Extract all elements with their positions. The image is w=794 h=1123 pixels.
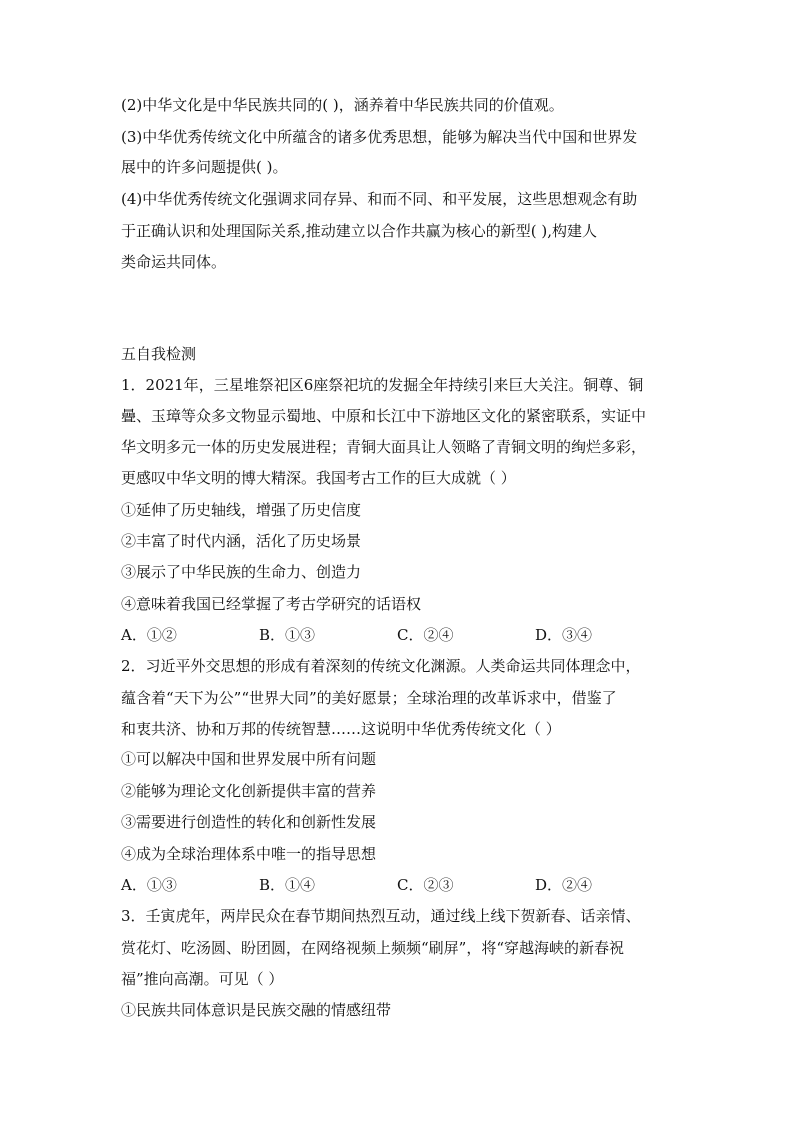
question-3-stem-line-2: 赏花灯、吃汤圆、盼团圆，在网络视频上频频“刷屏”，将“穿越海峡的新春祝 bbox=[121, 939, 625, 957]
option-a: A．①② bbox=[121, 626, 177, 644]
question-2-item-1: ①可以解决中国和世界发展中所有问题 bbox=[121, 750, 377, 768]
option-b: B．①③ bbox=[259, 626, 316, 644]
statement-4-line-3: 类命运共同体。 bbox=[121, 253, 227, 271]
question-2-item-4: ④成为全球治理体系中唯一的指导思想 bbox=[121, 845, 377, 863]
option-a: A．①③ bbox=[121, 876, 177, 894]
option-d: D．②④ bbox=[535, 876, 593, 894]
statement-3-line-2: 展中的许多问题提供( )。 bbox=[121, 158, 288, 176]
option-c: C．②③ bbox=[397, 876, 454, 894]
question-1-item-4: ④意味着我国已经掌握了考古学研究的话语权 bbox=[121, 595, 422, 613]
question-3-stem-line-3: 福”推向高潮。可见（ ） bbox=[121, 970, 284, 988]
question-1-stem-line-1: 1．2021年，三星堆祭祀区6座祭祀坑的发掘全年持续引来巨大关注。铜尊、铜 bbox=[121, 376, 644, 394]
question-1-stem-line-3: 华文明多元一体的历史发展进程；青铜大面具让人领略了青铜文明的绚烂多彩， bbox=[121, 438, 647, 456]
question-2-stem-line-2: 蕴含着“天下为公”“世界大同”的美好愿景；全球治理的改革诉求中，借鉴了 bbox=[121, 689, 617, 707]
section-title: 五自我检测 bbox=[121, 345, 197, 363]
statement-2: (2)中华文化是中华民族共同的( )，涵养着中华民族共同的价值观。 bbox=[121, 96, 564, 114]
statement-4-line-2: 于正确认识和处理国际关系,推动建立以合作共赢为核心的新型( ),构建人 bbox=[121, 222, 598, 240]
question-3-item-1: ①民族共同体意识是民族交融的情感纽带 bbox=[121, 1001, 392, 1019]
question-1-stem-line-4: 更感叹中华文明的博大精深。我国考古工作的巨大成就（ ） bbox=[121, 469, 516, 487]
question-1-stem-line-2: 曡、玉璋等众多文物显示蜀地、中原和长江中下游地区文化的紧密联系，实证中 bbox=[121, 407, 647, 425]
question-2-stem-line-3: 和衷共济、协和万邦的传统智慧……这说明中华优秀传统文化（ ） bbox=[121, 720, 561, 738]
question-2-item-3: ③需要进行创造性的转化和创新性发展 bbox=[121, 813, 377, 831]
question-1-item-1: ①延伸了历史轴线，增强了历史信度 bbox=[121, 501, 362, 519]
question-1-item-2: ②丰富了时代内涵，活化了历史场景 bbox=[121, 532, 362, 550]
question-3-stem-line-1: 3．壬寅虎年，两岸民众在春节期间热烈互动，通过线上线下贺新春、话亲情、 bbox=[121, 907, 641, 925]
question-2-stem-line-1: 2．习近平外交思想的形成有着深刻的传统文化渊源。人类命运共同体理念中， bbox=[121, 657, 641, 675]
statement-4-line-1: (4)中华优秀传统文化强调求同存异、和而不同、和平发展，这些思想观念有助 bbox=[121, 190, 638, 208]
option-d: D．③④ bbox=[535, 626, 593, 644]
option-c: C．②④ bbox=[397, 626, 454, 644]
question-1-item-3: ③展示了中华民族的生命力、创造力 bbox=[121, 563, 362, 581]
option-b: B．①④ bbox=[259, 876, 316, 894]
statement-3-line-1: (3)中华优秀传统文化中所蕴含的诸多优秀思想，能够为解决当代中国和世界发 bbox=[121, 128, 638, 146]
question-2-item-2: ②能够为理论文化创新提供丰富的营养 bbox=[121, 782, 377, 800]
